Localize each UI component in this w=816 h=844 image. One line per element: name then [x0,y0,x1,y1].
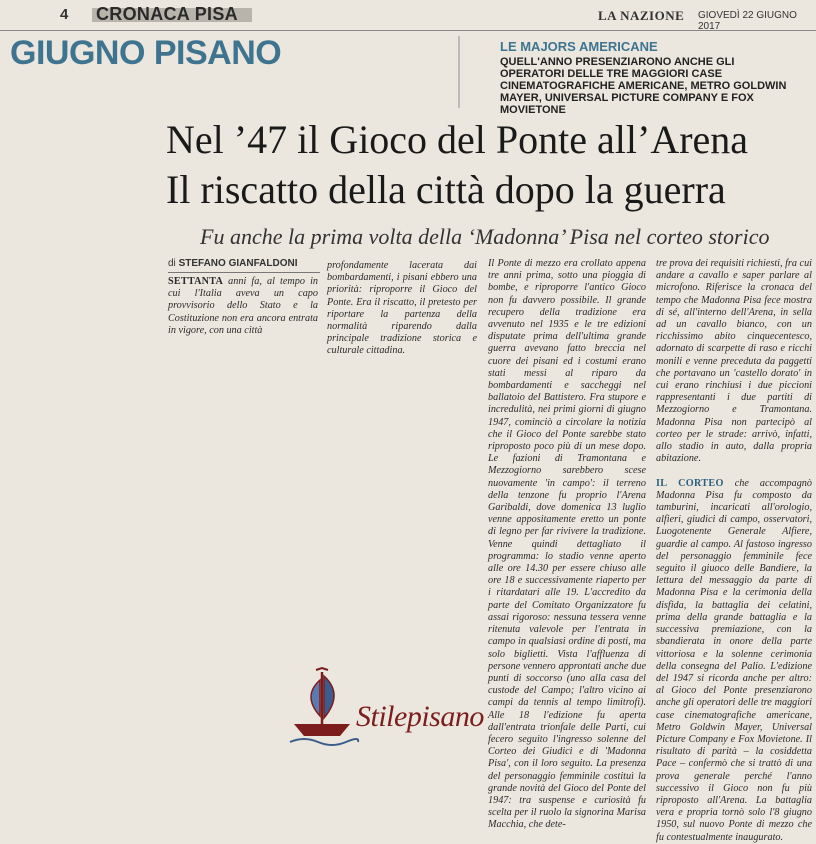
headline-deck: Fu anche la prima volta della ‘Madonna’ Pisa nel corteo storico [200,224,770,249]
page-header [0,0,816,31]
issue-date: GIOVEDÌ 22 GIUGNO 2017 [698,10,797,32]
page-number: 4 [60,6,69,23]
article-column-2-text: profondamente lacerata dai bombardamenti, i pisani ebbero una priorità: riproporre il Gioco del Ponte. Era il riscatto, il pretesto per riportare la partenza della normalità riparendo dalla principale tradizione storica e culturale cittadina. [327,260,477,357]
section-title: CRONACA PISA [96,4,238,24]
article-lead-word: SETTANTA [168,276,224,287]
article-column-2 [327,260,477,366]
article-column-3-text: Il Ponte di mezzo era crollato appena tre anni prima, sotto una pioggia di bombe, e riproporre l'antico Gioco non fu davvero possibile. Il grande recupero della tradizione era avvenuto nel 1935 e le tre edizioni disputate prima dell'ultima grande guerra avevano fatto breccia nel cuore dei pisani ed i costumi erano stati messi al riparo da bombardamenti e saccheggi nel ballatoio del Battistero. Fra stupore e incredulità, nei primi giorni di giugno 1947, cominciò a circolare la notizia che il Gioco del Ponte sarebbe stato riproposto poco più di un mese dopo. Le fazioni di Tramontana e Mezzogiorno sarebbero scese nuovamente 'in campo': il terreno della tenzone fu proprio l'Arena Garibaldi, dove domenica 13 luglio venne appositamente eretto un ponte di legno per far rivivere la tradizione. Venne quindi dettagliato il programma: lo stadio venne aperto alle ore 14.30 per essere chiuso alle ore 18 e successivamente riaperto per i ritardatari alle 19. L'accredito da parte del Comitato Organizzatore fu assai rigoroso: nessuna tessera venne ritenuta valevole per l'entrata in campo in qualsiasi ordine di posti, ma solo biglietti. Vista l'affluenza di persone vennero approntati anche due punti di soccorso (uno alla casa del custode del Campo; l'altro vicino ai campi da tennis al tempo limitrofi). Alle 18 l'edizione fu aperta dall'entrata trionfale delle Parti, cui fecero seguito l'ingresso solenne del Corteo dei Giudici e di 'Madonna Pisa', con il loro seguito. La presenza del personaggio femminile costituì la grande novità del Gioco del Ponte del 1947: tra suspense e curiosità fu scelta per il ruolo la signorina Marisa Macchia, che dete- [488,258,646,831]
article-column-4 [656,258,812,843]
article-column-4-text-2: che accompagnò Madonna Pisa fu composto da tamburini, incaricati all'orologio, alfieri, giudici di campo, osservatori, Luogotenente Generale Alfiere, guardie al campo. Al fastoso ingresso del personaggio femminile fece seguito il giuoco delle Bandiere, la lettura del messaggio da parte di Madonna Pisa e la cerimonia della disfida, la battaglia dei celatini, prima della grande battaglia e la successiva premiazione, con la sbandierata in onore della parte vittoriosa e la solenne cerimonia della consegna del Palio. L'edizione del 1947 si ricorda anche per altro: al Gioco del Ponte presenziarono anche gli operatori delle tre maggiori case cinematografiche americane, Metro Goldwin Mayer, Universal Picture Company e Fox Movietone. Il risultato di parità – la cosiddetta Pace – confermò che si trattò di una prova generale perché l'anno successivo il Gioco non fu più riproposto all'Arena. La battaglia vera e propria tornò solo l'8 giugno 1950, sul nuovo Ponte di mezzo che fu contestualmente inaugurato. [656,477,812,843]
masthead: LA NAZIONE [598,8,685,23]
byline-rule [168,272,320,273]
byline-prefix: di [168,258,176,269]
sidebar-divider [458,36,460,108]
article-subhead: IL CORTEO [656,477,724,489]
byline [168,258,297,269]
headline-line-2: Il riscatto della città dopo la guerra [166,167,726,212]
article-column-3 [488,258,646,831]
sidebar-title: LE MAJORS AMERICANE [500,39,658,54]
byline-author: STEFANO GIANFALDONI [178,258,298,269]
article-column-1-text: anni fa, al tempo in cui l'Italia aveva un capo provvisorio dello Stato e la Costituzione non era ancora entrata in vigore, con una città [168,276,319,336]
sailing-ship-icon [286,666,358,750]
article-column-4-text: tre prova dei requisiti richiesti, fra cui andare a cavallo e saper parlare al microfono. Riferisce la cronaca del tempo che Madonna Pisa fece mostra di sé, all'interno dell'Arena, in sella ad un cavallo bianco, con un ricchissimo abito cinquecentesco, adornato di scarpette di raso e ricchi monili e venne preceduta da paggetti che portavano un 'castello dorato' in cui erano rinchiusi i due piccioni rappresentanti i due partiti di Mezzogiorno e Tramontana. Madonna Pisa non partecipò al corteo per le strade: arrivò, infatti, allo stadio in auto, dalla propria abitazione. [656,258,812,465]
article-column-1 [168,276,318,366]
sidebar-body: QUELL'ANNO PRESENZIARONO ANCHE GLI OPERATORI DELLE TRE MAGGIORI CASE CINEMATOGRAFICHE AMERICANE, METRO GOLDWIN MAYER, UNIVERSAL PICTURE COMPANY E FOX MOVIETONE [500,56,787,116]
watermark-text: Stilepisano [356,700,484,733]
headline-line-1: Nel ’47 il Gioco del Ponte all’Arena [166,117,749,162]
kicker-title: GIUGNO PISANO [10,34,282,72]
